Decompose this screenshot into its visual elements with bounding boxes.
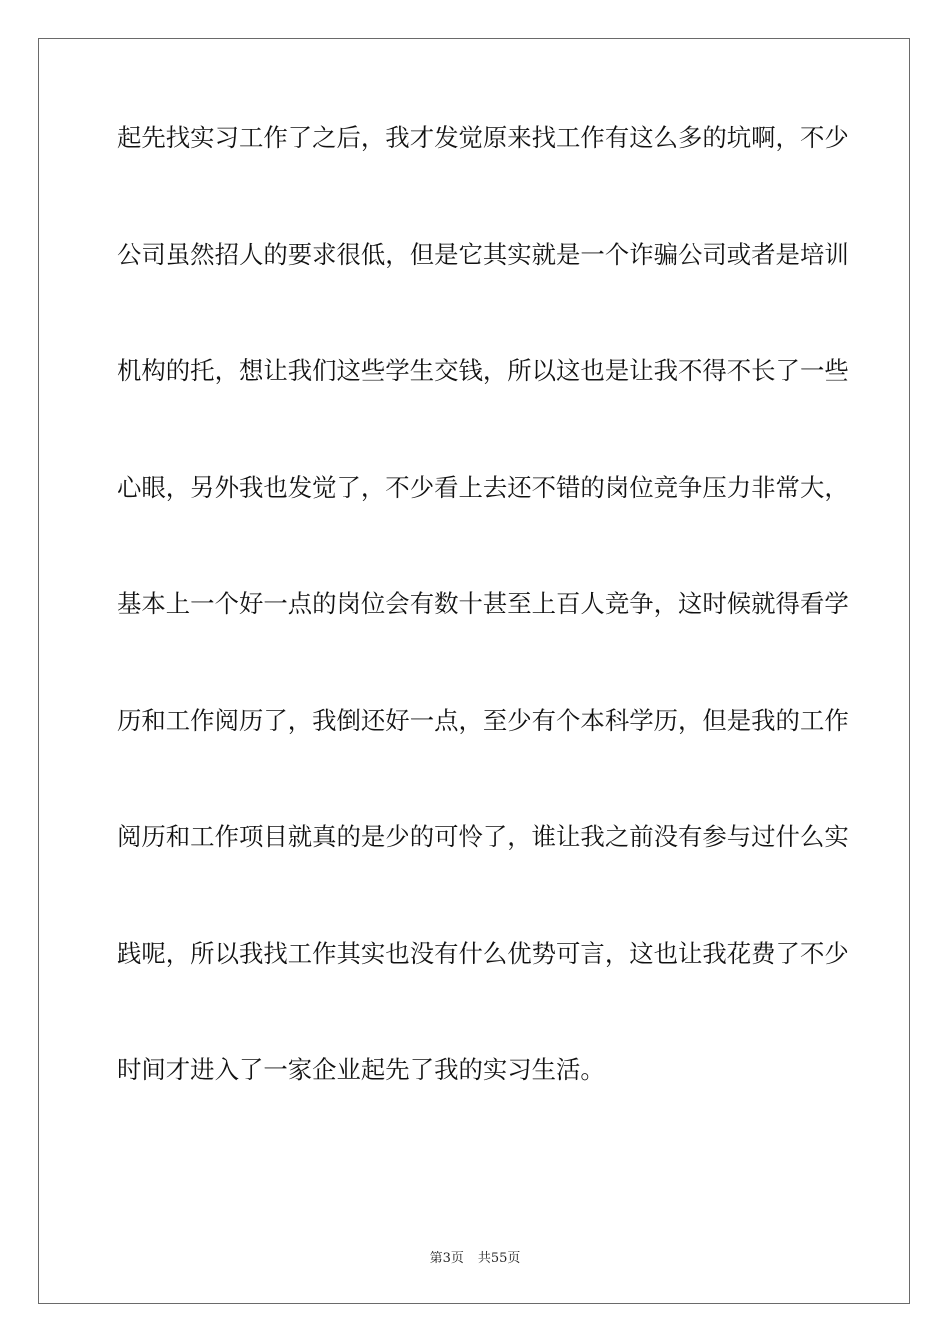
text-line-content: 历和工作阅历了，我倒还好一点，至少有个本科学历，但是我的工作 [117,705,849,735]
text-line [117,106,849,235]
text-line-content: 践呢，所以我找工作其实也没有什么优势可言，这也让我花费了不少 [117,938,849,968]
text-line-content: 起先找实习工作了之后，我才发觉原来找工作有这么多的坑啊，不少 [117,123,849,152]
page-total: 共55页 [477,1251,521,1266]
text-line [117,339,849,468]
text-line-content: 心眼，另外我也发觉了，不少看上去还不错的岗位竞争压力非常大， [117,472,849,502]
text-line [117,805,849,934]
text-line-content: 时间才进入了一家企业起先了我的实习生活。 [117,1055,605,1084]
text-line-content: 基本上一个好一点的岗位会有数十甚至上百人竞争，这时候就得看学 [117,589,849,618]
text-line [117,572,849,701]
text-line [117,456,849,585]
body-text [117,118,849,1167]
text-line [117,1038,833,1167]
text-line [117,689,849,818]
text-line-content: 公司虽然招人的要求很低，但是它其实就是一个诈骗公司或者是培训 [117,239,849,269]
text-line-content: 机构的托，想让我们这些学生交钱，所以这也是让我不得不长了一些 [117,356,849,385]
text-line-content: 阅历和工作项目就真的是少的可怜了，谁让我之前没有参与过什么实 [117,822,849,851]
page-number: 第3页 [429,1251,464,1266]
page-footer [0,1247,950,1266]
text-line [117,922,849,1051]
text-line [117,223,849,352]
